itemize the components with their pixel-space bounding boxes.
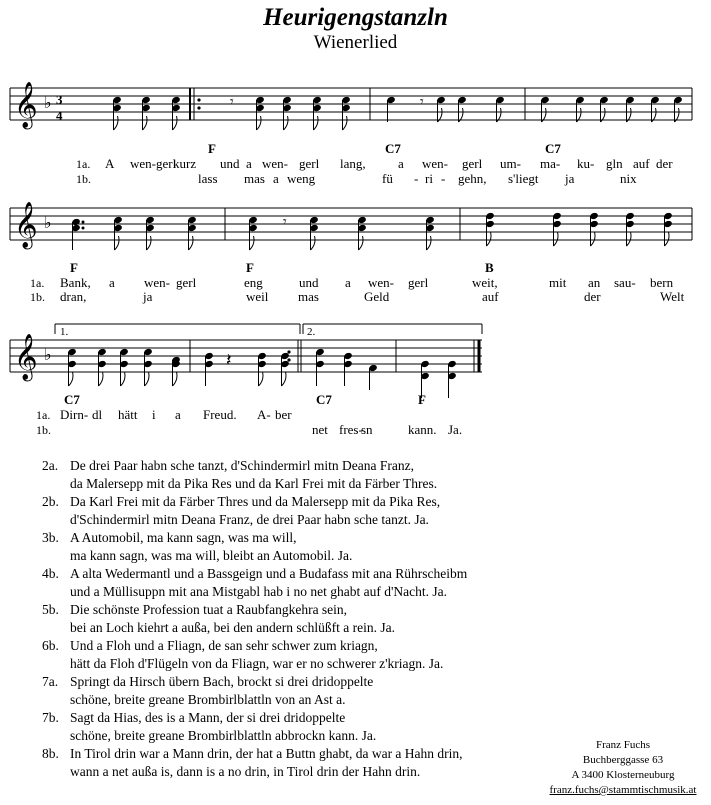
lyric-syllable: und [299, 275, 319, 290]
time-signature-top: 3 [56, 92, 63, 107]
flat-key-signature: ♭ [44, 213, 52, 232]
lyric-syllable: Ja. [448, 422, 463, 437]
lyric-syllable: mas [298, 289, 319, 304]
lyric-syllable: dl [92, 407, 103, 422]
note-flag [147, 236, 152, 250]
chord: F [208, 141, 216, 156]
lyric-syllable: lass [198, 171, 218, 186]
chord: C7 [316, 392, 332, 407]
note-flag [257, 116, 262, 130]
note-flag [145, 372, 150, 386]
lyric-syllable: ma- [540, 156, 561, 171]
lyric-label: 1a. [76, 157, 91, 171]
song-subtitle: Wienerlied [313, 32, 398, 53]
lyric-label: 1b. [76, 172, 91, 186]
lyric-syllable: weit, [472, 275, 498, 290]
verse-number: 2b. [42, 494, 59, 509]
lyric-syllable: eng [244, 275, 263, 290]
author-email[interactable]: franz.fuchs@stammtischmusik.at [549, 784, 697, 796]
note-flag [314, 116, 319, 130]
lyric-syllable: nix [620, 171, 637, 186]
verse [42, 494, 562, 530]
lyric-syllable: auf [482, 289, 499, 304]
lyric-syllable: a [345, 275, 351, 290]
chord: C7 [385, 141, 401, 156]
verse-list [42, 458, 562, 782]
lyric-syllable: bern [650, 275, 674, 290]
verse-line: bei an Loch kiehrt a außa, bei den andern schlüßft a rein. Ja. [70, 620, 395, 635]
note-flag [427, 236, 432, 250]
note-flag [114, 116, 119, 130]
verse-number: 4b. [42, 566, 59, 581]
lyric-syllable: Welt [660, 289, 685, 304]
rest-icon: 𝄾 [283, 215, 287, 230]
lyric-label: 1a. [36, 408, 51, 422]
lyric-syllable: wen- [262, 156, 288, 171]
lyric-syllable: Geld [364, 289, 390, 304]
chord: F [246, 260, 254, 275]
lyric-syllable: der [656, 156, 673, 171]
verse-line: schöne, breite greane Brombirlblattln abbrockn kann. Ja. [70, 728, 377, 743]
verse-line: Da Karl Frei mit da Färber Thres und da Malersepp mit da Pika Res, [70, 494, 441, 509]
verse [42, 566, 562, 602]
verse-line: schöne, breite greane Brombirlblattln von an Ast a. [70, 692, 346, 707]
lyric-syllable: wen-gerl [130, 156, 177, 171]
verse-line: hätt da Floh d'Flügeln von da Fliagn, war er no schwerer z'kriagn. Ja. [70, 656, 444, 671]
lyric-label: 1b. [30, 290, 45, 304]
treble-clef-icon: 𝄞 [14, 82, 38, 128]
verse-number: 6b. [42, 638, 59, 653]
lyric-syllable: - [441, 171, 446, 186]
lyric-syllable: und [220, 156, 240, 171]
verse-number: 3b. [42, 530, 59, 545]
author-street: Buchberggasse 63 [582, 754, 664, 766]
verse [42, 458, 562, 494]
time-signature-bottom: 4 [56, 108, 63, 123]
verse-number: 8b. [42, 746, 59, 761]
lyric-syllable: mas [244, 171, 265, 186]
note-flag [250, 236, 255, 250]
verse-line: d'Schindermirl mitn Deana Franz, de drei Paar habn sche tanzt. Ja. [70, 512, 429, 527]
verse [42, 638, 562, 674]
note-flag [115, 236, 120, 250]
lyric-syllable: dran, [60, 289, 87, 304]
lyric-syllable: a [175, 407, 181, 422]
note-flag [554, 232, 559, 246]
verse-line: Sagt da Hias, des is a Mann, der si drei dridoppelte [70, 710, 346, 725]
lyric-syllable: gerl [176, 275, 197, 290]
chord: C7 [64, 392, 80, 407]
note-flag [627, 232, 632, 246]
lyric-syllable: A [105, 156, 115, 171]
note-flag [189, 236, 194, 250]
lyric-syllable: - [414, 171, 419, 186]
author-city: A 3400 Klosterneuburg [571, 769, 675, 781]
lyric-syllable: s'liegt [508, 171, 539, 186]
rest-icon: 𝄾 [420, 95, 424, 110]
lyric-syllable: sau- [614, 275, 636, 290]
staff-system-3 [10, 324, 482, 372]
author-block [548, 738, 698, 798]
verse [42, 746, 562, 782]
lyric-label: 1b. [36, 423, 51, 437]
lyric-syllable: gerl [408, 275, 429, 290]
verse-line: A alta Wedermantl und a Bassgeign und a Budafass mit ana Rührscheibm [70, 566, 468, 581]
staff-system-1 [10, 88, 692, 120]
note-flag [665, 232, 670, 246]
rest-icon: 𝄽 [226, 350, 232, 370]
lyric-syllable: Bank, [60, 275, 91, 290]
lyric-syllable: gerl [462, 156, 483, 171]
lyric-syllable: kurz [173, 156, 197, 171]
notes-system-3 [67, 348, 457, 398]
rest-icon: 𝄾 [230, 95, 234, 110]
lyric-syllable: ber [275, 407, 292, 422]
chord: F [70, 260, 78, 275]
verse-number: 2a. [42, 458, 59, 473]
flat-key-signature: ♭ [44, 345, 52, 364]
notes-system-2 [71, 212, 673, 250]
lyric-syllable: gln [606, 156, 623, 171]
lyric-syllable: ku- [577, 156, 595, 171]
note-flag [591, 232, 596, 246]
staff-system-2 [10, 208, 692, 240]
verse-line: Springt da Hirsch übern Bach, brockt si drei dridoppelte [70, 674, 374, 689]
note-flag [311, 236, 316, 250]
chord: C7 [545, 141, 561, 156]
lyric-syllable: auf [633, 156, 650, 171]
lyric-syllable: Dirn- [60, 407, 89, 422]
note-flag [259, 372, 264, 386]
note-flag [69, 372, 74, 386]
note-flag [284, 116, 289, 130]
treble-clef-icon: 𝄞 [14, 202, 38, 248]
note-flag [173, 116, 178, 130]
lyric-syllable: weil [246, 289, 269, 304]
note-flag [343, 116, 348, 130]
lyric-syllable: net [312, 422, 328, 437]
volta-2-label: 2. [307, 326, 316, 338]
lyric-syllable: i [152, 407, 156, 422]
verse [42, 710, 562, 746]
note-flag [143, 116, 148, 130]
lyric-syllable: a [109, 275, 115, 290]
verse-line: wann a net außa is, dann is a no drin, in Tirol drin der Hahn drin. [70, 764, 421, 779]
lyric-syllable: a [246, 156, 252, 171]
lyric-syllable: mit [549, 275, 567, 290]
lyric-syllable: hätt [118, 407, 138, 422]
lyric-syllable: lang, [340, 156, 366, 171]
song-title: Heurigengstanzln [263, 4, 448, 31]
lyric-syllable: wen- [368, 275, 394, 290]
lyric-syllable: A- [257, 407, 271, 422]
note-flag [359, 236, 364, 250]
lyric-syllable: um- [500, 156, 521, 171]
lyric-syllable: gerl [299, 156, 320, 171]
verse-line: A Automobil, ma kann sagn, was ma will, [70, 530, 297, 545]
lyric-syllable: weng [287, 171, 316, 186]
volta-1-label: 1. [60, 326, 69, 338]
lyric-syllable: sn [361, 422, 373, 437]
verse-line: Und a Floh und a Fliagn, de san sehr schwer zum kriagn, [70, 638, 378, 653]
lyric-syllable: an [588, 275, 601, 290]
verse-line: und a Müllisuppn mit ana Mistgabl hab i no net ghabt auf d'Nacht. Ja. [70, 584, 447, 599]
lyric-syllable: der [584, 289, 601, 304]
note-flag [173, 372, 178, 386]
treble-clef-icon: 𝄞 [14, 334, 38, 380]
chord: B [485, 260, 494, 275]
note-flag [282, 372, 287, 386]
verse-number: 5b. [42, 602, 59, 617]
lyric-syllable: fü [382, 171, 393, 186]
verse-line: Die schönste Profession tuat a Raubfangkehra sein, [70, 602, 348, 617]
note-flag [121, 372, 126, 386]
lyric-syllable: kann. [408, 422, 437, 437]
verse-line: da Malersepp mit da Pika Res und da Karl Frei mit da Färber Thres. [70, 476, 438, 491]
lyric-syllable: a [398, 156, 404, 171]
lyric-syllable: a [273, 171, 279, 186]
verse [42, 674, 562, 710]
lyric-syllable: Freud. [203, 407, 237, 422]
verse-number: 7b. [42, 710, 59, 725]
lyric-syllable: fres- [339, 422, 363, 437]
verse-line: In Tirol drin war a Mann drin, der hat a Buttn ghabt, da war a Hahn drin, [70, 746, 463, 761]
verse-line: De drei Paar habn sche tanzt, d'Schindermirl mitn Deana Franz, [70, 458, 414, 473]
lyric-syllable: wen- [144, 275, 170, 290]
lyric-syllable: wen- [422, 156, 448, 171]
note-flag [487, 232, 492, 246]
verse [42, 530, 562, 566]
note-flag [99, 372, 104, 386]
verse [42, 602, 562, 638]
verse-number: 7a. [42, 674, 59, 689]
flat-key-signature: ♭ [44, 93, 52, 112]
chord: F [418, 392, 426, 407]
lyric-syllable: gehn, [458, 171, 487, 186]
lyric-label: 1a. [30, 276, 45, 290]
lyric-syllable: ri [425, 171, 433, 186]
lyric-syllable: ja [143, 289, 153, 304]
verse-line: ma kann sagn, was ma will, bleibt an Automobil. Ja. [70, 548, 353, 563]
author-name: Franz Fuchs [595, 739, 651, 751]
lyric-syllable: ja [565, 171, 575, 186]
